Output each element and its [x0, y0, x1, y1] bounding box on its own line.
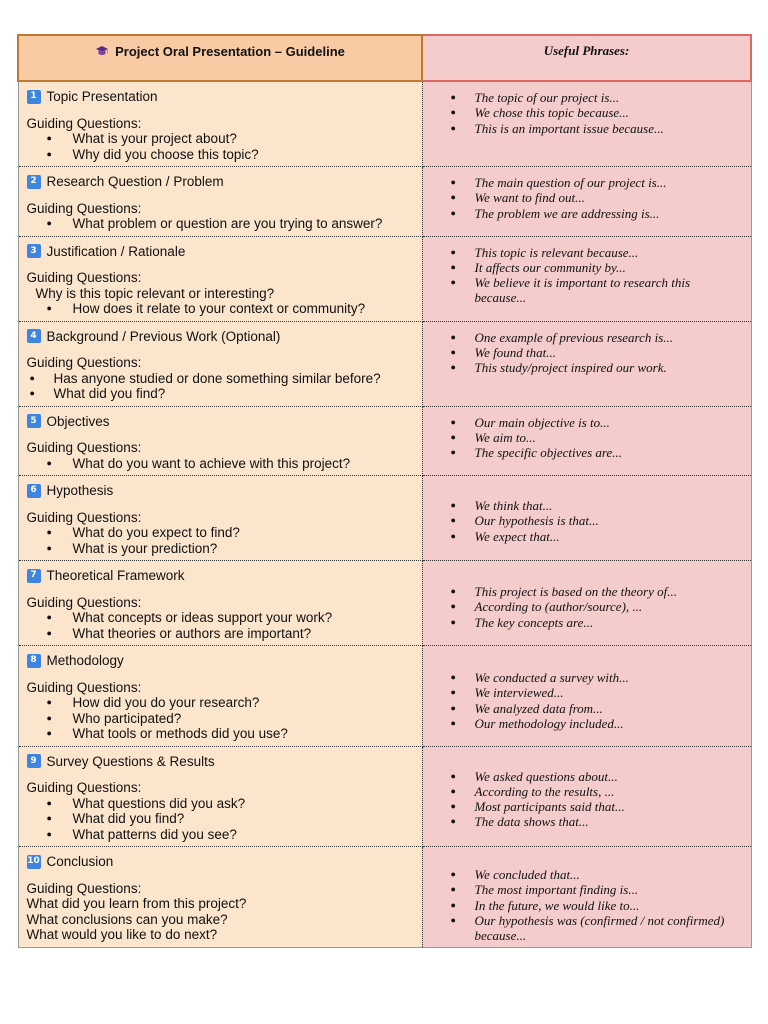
section-row: [18, 236, 751, 321]
phrases-cell: [422, 476, 751, 561]
phrase-item: ● We aim to...: [451, 430, 743, 445]
section-title: Methodology: [46, 653, 124, 668]
phrase-item: ● We believe it is important to research this because...: [451, 275, 743, 306]
phrases-cell: [422, 81, 751, 167]
guiding-label: Guiding Questions:: [26, 780, 142, 795]
section-title: Topic Presentation: [46, 89, 158, 104]
phrases-cell: [422, 167, 751, 237]
phrase-item: ● We interviewed...: [451, 685, 743, 700]
question-item: ● What theories or authors are important?: [47, 626, 416, 642]
guideline-title: Project Oral Presentation – Guideline: [115, 43, 345, 59]
guideline-table: [17, 34, 752, 948]
phrases-cell: [422, 406, 751, 476]
phrase-item: ● According to (author/source), ...: [451, 599, 743, 614]
section-row: [18, 167, 751, 237]
number-1-icon: 1: [27, 90, 41, 104]
number-9-icon: 9: [27, 754, 41, 768]
phrase-item: ● We asked questions about...: [451, 769, 743, 784]
phrase-item: ● This is an important issue because...: [451, 121, 743, 136]
question-item: ● What do you want to achieve with this project?: [47, 456, 416, 472]
phrases-cell: [422, 561, 751, 646]
question-list: [27, 695, 416, 742]
phrases-cell: [422, 646, 751, 747]
phrase-item: ● We concluded that...: [451, 867, 743, 882]
section-row: [18, 81, 751, 167]
phrases-header: [422, 35, 751, 81]
phrase-item: ● The specific objectives are...: [451, 445, 743, 460]
guiding-label: Guiding Questions:: [26, 509, 142, 525]
phrase-item: ● We conducted a survey with...: [451, 670, 743, 685]
question-list: [27, 610, 416, 641]
header-row: [18, 35, 751, 81]
question-item: ● How does it relate to your context or community?: [47, 301, 416, 317]
number-7-icon: 7: [27, 569, 41, 583]
guiding-label: Guiding Questions:: [26, 355, 142, 370]
guiding-label: Guiding Questions:: [26, 880, 142, 896]
guiding-label: Guiding Questions:: [26, 679, 142, 695]
phrase-list: [423, 245, 743, 306]
phrases-cell: [422, 847, 751, 948]
section-title: Objectives: [46, 413, 110, 429]
phrase-item: ● Our hypothesis is that...: [451, 513, 743, 528]
question-list: [27, 371, 416, 402]
phrase-item: ● The most important finding is...: [451, 882, 743, 897]
phrase-list: [423, 415, 743, 461]
question-list: [27, 301, 416, 317]
question-item: ● What problem or question are you trying to answer?: [47, 216, 416, 232]
section-cell: [18, 321, 422, 406]
guiding-label: Guiding Questions:: [26, 115, 142, 131]
phrase-item: ● We found that...: [451, 345, 743, 360]
phrase-item: ● In the future, we would like to...: [451, 898, 743, 913]
section-row: [18, 561, 751, 646]
phrases-title: Useful Phrases:: [543, 43, 630, 58]
question-item: ● What did you find?: [30, 386, 416, 402]
guiding-label: Guiding Questions:: [26, 200, 142, 216]
question-item: ● What questions did you ask?: [47, 796, 416, 812]
question-item: ● How did you do your research?: [47, 695, 416, 711]
section-row: [18, 746, 751, 847]
phrase-item: ● We think that...: [451, 498, 743, 513]
phrase-list: [423, 584, 743, 630]
question-item: ● What do you expect to find?: [47, 525, 416, 541]
question-item: ● What is your prediction?: [47, 541, 416, 557]
section-cell: [18, 81, 422, 167]
section-title: Background / Previous Work (Optional): [46, 328, 281, 344]
phrase-item: ● This study/project inspired our work.: [451, 360, 743, 375]
phrase-item: ● It affects our community by...: [451, 260, 743, 275]
phrase-item: ● We want to find out...: [451, 190, 743, 205]
phrase-item: ● One example of previous research is...: [451, 330, 743, 345]
question-list: [27, 456, 416, 472]
number-10-icon: 10: [27, 855, 41, 869]
phrase-item: ● This topic is relevant because...: [451, 245, 743, 260]
section-cell: [18, 476, 422, 561]
question-text: What conclusions can you make?: [26, 911, 228, 927]
phrase-item: ● We expect that...: [451, 529, 743, 544]
number-6-icon: 6: [27, 484, 41, 498]
question-list: [27, 525, 416, 556]
question-text: Why is this topic relevant or interesting?: [35, 285, 275, 301]
section-cell: [18, 406, 422, 476]
phrase-list: [423, 175, 743, 221]
phrase-item: ● This project is based on the theory of...: [451, 584, 743, 599]
phrase-item: ● Our hypothesis was (confirmed / not confirmed) because...: [451, 913, 743, 944]
section-title: Research Question / Problem: [46, 174, 224, 189]
phrase-list: [423, 330, 743, 376]
question-item: ● What patterns did you see?: [47, 827, 416, 843]
question-item: ● What concepts or ideas support your work?: [47, 610, 416, 626]
section-title: Survey Questions & Results: [46, 753, 215, 769]
section-title: Conclusion: [46, 854, 114, 869]
guideline-header: [18, 35, 422, 81]
question-item: ● Has anyone studied or done something similar before?: [30, 371, 416, 387]
phrases-cell: [422, 236, 751, 321]
phrase-list: [423, 867, 743, 943]
guiding-label: Guiding Questions:: [26, 440, 142, 455]
phrase-item: ● We chose this topic because...: [451, 105, 743, 120]
question-text: What would you like to do next?: [26, 927, 218, 942]
phrase-item: ● The problem we are addressing is...: [451, 206, 743, 221]
question-text: What did you learn from this project?: [26, 896, 247, 911]
phrase-item: ● The key concepts are...: [451, 615, 743, 630]
graduation-cap-icon: [95, 45, 109, 57]
section-cell: [18, 847, 422, 948]
section-row: [18, 321, 751, 406]
guiding-label: Guiding Questions:: [26, 270, 142, 285]
section-cell: [18, 646, 422, 747]
phrases-cell: [422, 746, 751, 847]
phrase-list: [423, 670, 743, 731]
phrase-list: [423, 769, 743, 830]
phrase-item: ● The topic of our project is...: [451, 90, 743, 105]
number-8-icon: 8: [27, 654, 41, 668]
section-row: [18, 646, 751, 747]
section-title: Hypothesis: [46, 483, 114, 498]
phrase-item: ● Most participants said that...: [451, 799, 743, 814]
phrase-list: [423, 90, 743, 136]
question-list: [27, 131, 416, 162]
number-2-icon: 2: [27, 175, 41, 189]
section-title: Theoretical Framework: [46, 568, 185, 583]
section-title: Justification / Rationale: [46, 243, 186, 259]
phrase-item: ● Our main objective is to...: [451, 415, 743, 430]
section-cell: [18, 746, 422, 847]
question-item: ● What did you find?: [47, 811, 416, 827]
section-cell: [18, 167, 422, 237]
section-row: [18, 476, 751, 561]
section-row: [18, 406, 751, 476]
phrase-item: ● Our methodology included...: [451, 716, 743, 731]
section-cell: [18, 236, 422, 321]
question-item: ● What tools or methods did you use?: [47, 726, 416, 742]
phrases-cell: [422, 321, 751, 406]
question-item: ● What is your project about?: [47, 131, 416, 147]
phrase-item: ● We analyzed data from...: [451, 701, 743, 716]
guiding-label: Guiding Questions:: [26, 594, 142, 610]
question-list: [27, 216, 416, 232]
section-row: [18, 847, 751, 948]
question-item: ● Why did you choose this topic?: [47, 147, 416, 163]
phrase-item: ● According to the results, ...: [451, 784, 743, 799]
phrase-item: ● The data shows that...: [451, 814, 743, 829]
phrase-item: ● The main question of our project is...: [451, 175, 743, 190]
phrase-list: [423, 498, 743, 544]
number-4-icon: 4: [27, 329, 41, 343]
section-cell: [18, 561, 422, 646]
number-3-icon: 3: [27, 244, 41, 258]
question-list: [27, 796, 416, 843]
question-item: ● Who participated?: [47, 711, 416, 727]
number-5-icon: 5: [27, 414, 41, 428]
